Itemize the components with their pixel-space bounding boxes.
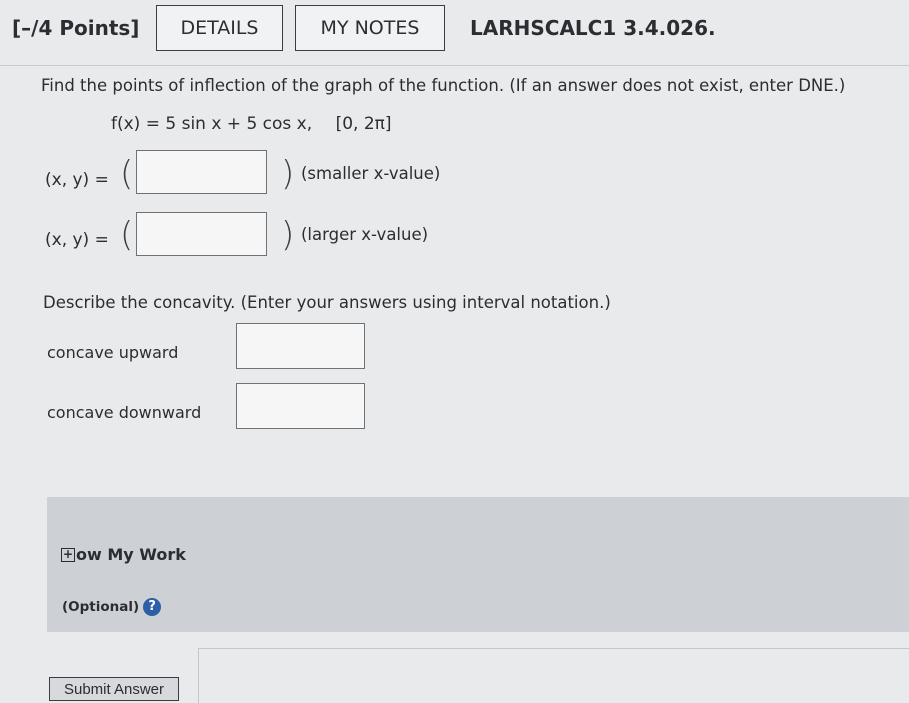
my-notes-button[interactable]: MY NOTES <box>295 5 445 51</box>
lower-divider <box>198 648 909 649</box>
function-definition <box>111 114 392 134</box>
open-paren-2: ( <box>120 215 134 255</box>
optional-label-row <box>62 598 161 616</box>
lower-vertical-divider <box>198 648 199 703</box>
question-prompt: Find the points of inflection of the graph of the function. (If an answer does not exist, enter DNE.) <box>41 76 846 95</box>
inflection-point-smaller-input[interactable] <box>136 150 267 194</box>
larger-x-hint: (larger x-value) <box>301 225 429 244</box>
expand-plus-icon[interactable]: + <box>62 546 74 561</box>
submit-answer-button[interactable]: Submit Answer <box>49 677 179 701</box>
open-paren-1: ( <box>120 154 134 194</box>
concave-upward-label: concave upward <box>47 343 179 362</box>
show-my-work-panel <box>47 497 909 632</box>
concave-downward-input[interactable] <box>236 383 365 429</box>
help-icon[interactable]: ? <box>143 598 161 616</box>
concavity-instruction: Describe the concavity. (Enter your answers using interval notation.) <box>43 293 611 312</box>
close-paren-1: ) <box>281 154 295 194</box>
xy-label-2: (x, y) = <box>45 230 109 250</box>
details-button[interactable]: DETAILS <box>156 5 283 51</box>
optional-label: (Optional) <box>62 599 140 615</box>
smaller-x-hint: (smaller x-value) <box>301 164 441 183</box>
inflection-point-larger-input[interactable] <box>136 212 267 256</box>
close-paren-2: ) <box>281 215 295 255</box>
header-divider <box>0 65 909 66</box>
show-my-work-toggle[interactable] <box>61 545 186 564</box>
concave-upward-input[interactable] <box>236 323 365 369</box>
xy-label-1: (x, y) = <box>45 170 109 190</box>
concave-downward-label: concave downward <box>47 403 202 422</box>
show-my-work-label: ow My Work <box>76 545 186 564</box>
function-expression: f(x) = 5 sin x + 5 cos x, <box>111 114 313 134</box>
question-header <box>0 0 909 66</box>
points-label: [–/4 Points] <box>12 16 140 40</box>
problem-code: LARHSCALC1 3.4.026. <box>470 16 716 40</box>
function-interval: [0, 2π] <box>335 114 392 134</box>
